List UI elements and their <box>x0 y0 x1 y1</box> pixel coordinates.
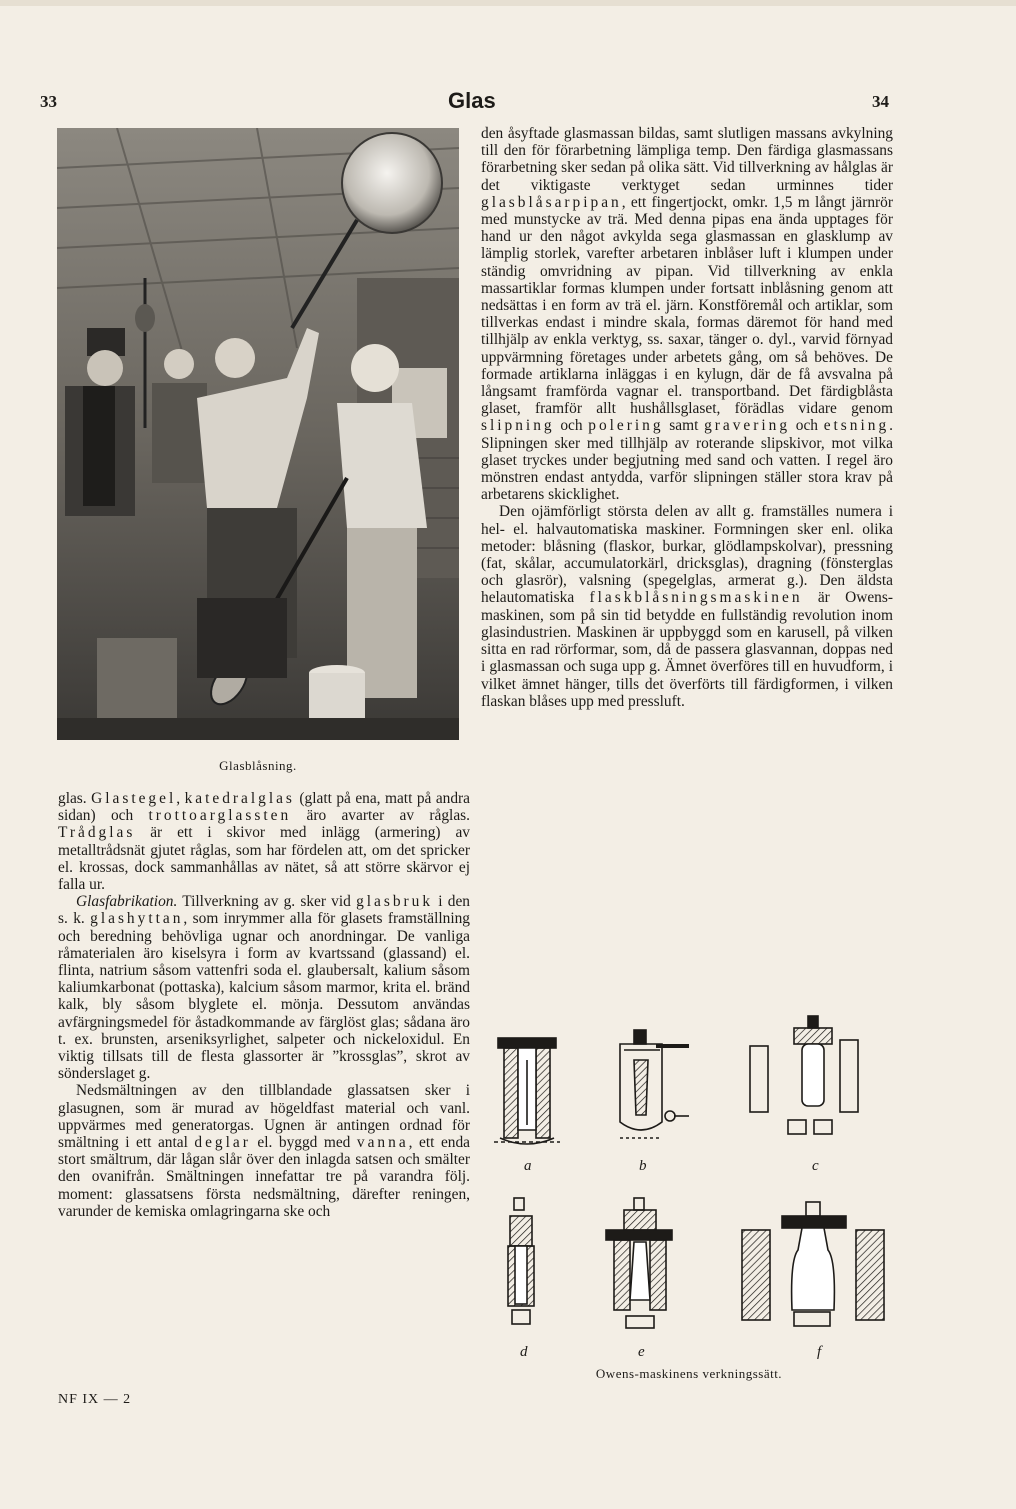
spaced-term: glashyttan <box>90 910 184 928</box>
spaced-term: glasbruk <box>356 893 434 911</box>
text-run: Tillverkning av g. sker vid <box>177 893 357 911</box>
text-run: . Slipningen sker med tillhjälp av roterande slipskivor, mot vilka glaset tryckes under begjutning med sand och vatten. I regel äro mönstren endast antydda, varför slipningen ställer stora krav på arbetarens skicklighet. <box>481 417 894 504</box>
right-paragraph-1 <box>481 125 893 503</box>
text-run: i den s. k. <box>58 893 470 928</box>
spaced-term: vanna <box>356 1134 409 1152</box>
text-run: och <box>790 417 824 435</box>
label-e: e <box>638 1344 645 1360</box>
page-number-left: 33 <box>40 92 57 111</box>
label-a: a <box>524 1158 532 1174</box>
diagram-f <box>742 1202 884 1326</box>
diagram-c <box>750 1016 858 1134</box>
text-run: är Owens-maskinen, som på sin tid betydde en fullständig revolution inom glasindustrien. Maskinen är uppbyggd som en karusell, på vilken sitta en rad rörformar, som, då de passera glasvannan, doppas ned i glasmassan och suga upp g. Ämnet överföres till en huvudform, i vilket ämnet hänger, tills det överförts till färdigformen, i vilken flaskan blåses upp med pressluft. <box>481 589 893 710</box>
text-run: och <box>554 417 589 435</box>
text-run: glas. <box>58 790 92 807</box>
spaced-term: Glastegel <box>91 790 177 807</box>
text-run: den åsyftade glasmassan bildas, samt slutligen massans avkylning till den för förarbetning lämpliga temp. Den färdiga glasmassans förarbetning sker sedan på olika sätt. Vid tillverkning av hålglas är det viktigaste verktyget sedan urminnes tider <box>481 125 893 194</box>
text-run: äro avarter av råglas. <box>291 807 470 825</box>
text-run: samt <box>663 417 705 435</box>
diagram-a <box>494 1038 560 1144</box>
spaced-term: glasblåsarpipan <box>481 193 622 211</box>
diagram-d <box>508 1198 534 1324</box>
spaced-term: trottoarglassten <box>148 807 292 825</box>
running-title: Glas <box>448 88 496 113</box>
left-column <box>58 790 470 1220</box>
spaced-term: Trådglas <box>58 824 136 842</box>
spaced-term: katedralglas <box>184 790 295 807</box>
text-run: är ett i skivor med inlägg (armering) av metalltrådsnät gjutet råglas, som har fördelen att, om det spricker el. krossas, dock sammanhållas av nätet, så att större skärvor ej falla ur. <box>58 824 470 894</box>
label-b: b <box>639 1158 647 1174</box>
owens-machine-figure <box>484 1010 894 1380</box>
text-run: el. byggd med <box>250 1134 357 1152</box>
spaced-term: etsning <box>823 417 890 435</box>
owens-diagram <box>484 1010 894 1370</box>
figure-caption: Owens-maskinens verkningssätt. <box>595 1366 783 1381</box>
diagram-b <box>620 1030 689 1138</box>
text-run: , ett enda stort smältrum, där lågan slår över den inlagda satsen och smälter den ovanifrån. Smältningen innefattar tre på varandra följ. moment: glassatsens första nedsmältning, därefter reningen, varunder de kemiska omlagringarna ske och <box>58 1134 470 1220</box>
spaced-term: polering <box>588 417 664 435</box>
italic-heading: Glasfabrikation. <box>76 893 178 911</box>
diagram-e <box>606 1198 672 1328</box>
text-run: (glatt på ena, matt på andra sidan) och <box>58 790 470 825</box>
label-c: c <box>812 1158 819 1174</box>
text-run: , <box>176 790 185 807</box>
spaced-term: flaskblåsningsmaskinen <box>589 589 803 607</box>
text-run: , ett fingertjockt, omkr. 1,5 m långt järnrör med munstycke av trä. Med denna pipas ena ända upptages för hand ur den något avkylda sega glasmassan en glasklump av lämplig storlek, varefter arbetaren inblåser luft i klumpen under ständig omvridning av pipan. Vid tillverkning av enkla massartiklar formas klumpen under fortsatt inblåsning genom att nedsättas i en form av trä el. järn. Konstföremål och artiklar, som tillverkas endast i mindre skala, formas däremot för hand med tillhjälp av enkla verktyg, ss. saxar, tänger o. dyl., varvid förnyad uppvärmning företages under arbetets gång, om så behöves. De formade artiklarna inläggas i en kylugn, där de få avsvalna på långsamt framförda vagnar el. transportband. Det färdigblåsta glaset, framför allt hushållsglaset, förädlas vidare genom <box>481 193 893 418</box>
right-column <box>481 125 893 710</box>
signature-mark: NF IX — 2 <box>58 1392 132 1407</box>
right-paragraph-2 <box>481 503 893 709</box>
glassblowing-photo <box>57 128 459 740</box>
left-paragraph-1 <box>58 790 470 893</box>
page-number-right: 34 <box>872 92 889 111</box>
label-f: f <box>817 1344 822 1360</box>
spaced-term: gravering <box>704 417 791 435</box>
text-run: , som inrymmer alla för glasets framställning och beredning behövliga ugnar och anordningar. De vanliga råmaterialen äro kiselsyra i form av kvartssand (glassand) el. flinta, natrium såsom vattenfri soda el. glaubersalt, kalium såsom kaliumkarbonat (pottaska), kalcium såsom marmor, krita el. bränd kalk, bly såsom blyglete el. mönja. Dessutom användas avfärgningsmedel för åstadkommande av färglöst glas; sådana äro t. ex. brunsten, arseniksyrlighet, salpeter och nickeloxidul. En viktig tillsats till de flesta glassorter är ”krossglas”, skrot av sönderslaget g. <box>58 910 470 1083</box>
text-run: Den ojämförligt största delen av allt g. framställes numera i hel- el. halvautomatiska maskiner. Formningen sker enl. olika metoder: blåsning (flaskor, burkar, glödlampskolvar), pressning (fat, skålar, accumulatorkärl, dricksglas), dragning (fönsterglas och glasrör), valsning (spegelglas, armerat g.). Den äldsta helautomatiska <box>481 503 893 607</box>
spaced-term: slipning <box>481 417 555 435</box>
photo-caption: Glasblåsning. <box>219 758 297 773</box>
label-d: d <box>520 1344 528 1360</box>
left-paragraph-2 <box>58 893 470 1082</box>
left-paragraph-3 <box>58 1082 470 1220</box>
spaced-term: deglar <box>194 1134 251 1152</box>
text-run: Nedsmältningen av den tillblandade glassatsen sker i glasugnen, som är murad av högeldfast material och vanl. uppvärmes med generatorgas. Ugnen är antingen ordnad för smältning i ett antal <box>58 1082 470 1152</box>
